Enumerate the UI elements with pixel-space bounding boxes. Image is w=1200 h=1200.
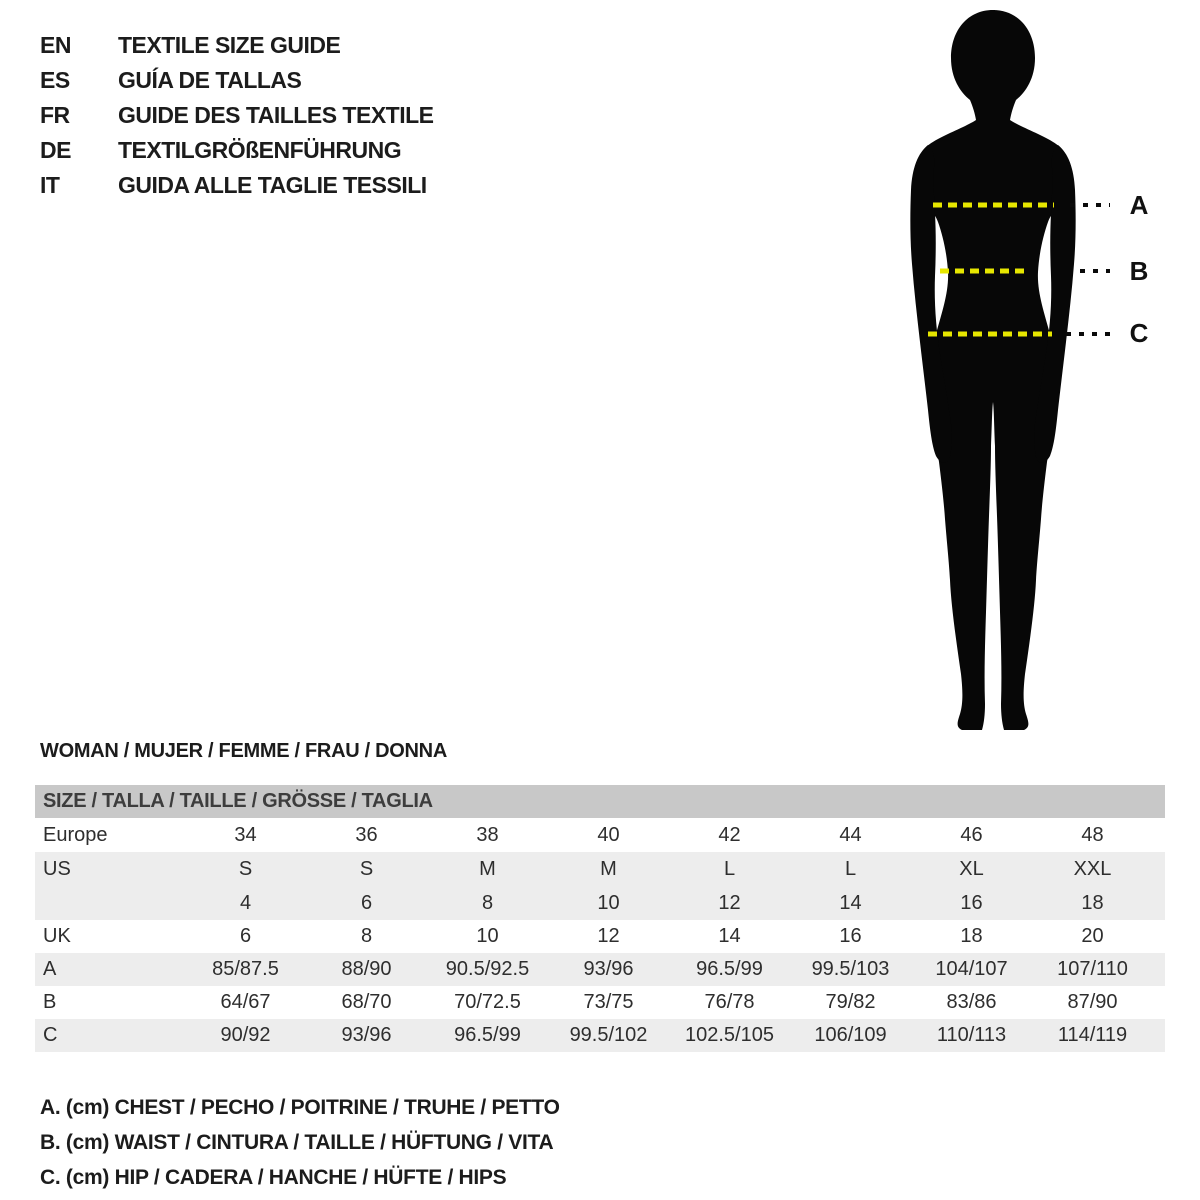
measure-cell: 90/92 — [220, 1024, 271, 1046]
measure-label-c: C — [1129, 318, 1149, 348]
measure-cell: 114/119 — [1057, 1024, 1128, 1046]
us-number-size: 6 — [360, 892, 373, 914]
guide-title-it: GUIDA ALLE TAGLIE TESSILI — [118, 172, 427, 198]
size-table-header: SIZE / TALLA / TAILLE / GRÖSSE / TAGLIA — [35, 785, 1165, 818]
size-table — [35, 785, 1165, 1052]
measure-cell: 107/110 — [1057, 958, 1128, 980]
measure-cell: 83/86 — [946, 991, 997, 1013]
measure-cell: 90.5/92.5 — [445, 958, 530, 980]
size-cell — [306, 852, 427, 920]
size-cell: 12 — [597, 925, 620, 947]
language-row-es — [40, 63, 434, 98]
section-title-woman: WOMAN / MUJER / FEMME / FRAU / DONNA — [40, 740, 447, 762]
measure-cell: 104/107 — [935, 958, 1008, 980]
measure-cell: 93/96 — [341, 1024, 392, 1046]
size-cell — [1032, 852, 1153, 920]
size-cell: 46 — [960, 824, 983, 846]
size-cell — [790, 852, 911, 920]
language-row-fr — [40, 98, 434, 133]
guide-title-es: GUÍA DE TALLAS — [118, 67, 302, 93]
legend-waist: B. (cm) WAIST / CINTURA / TAILLE / HÜFTUNG / VITA — [40, 1131, 554, 1154]
size-cell: 44 — [839, 824, 862, 846]
measure-label-b: B — [1129, 256, 1149, 286]
us-letter-size: L — [844, 858, 857, 880]
us-number-size: 14 — [839, 892, 862, 914]
guide-title-de: TEXTILGRÖßENFÜHRUNG — [118, 137, 402, 163]
silhouette-right-half — [991, 10, 1076, 730]
measure-cell: 96.5/99 — [454, 1024, 521, 1046]
size-cell: 42 — [718, 824, 741, 846]
us-letter-size: M — [479, 858, 496, 880]
measure-cell: 88/90 — [341, 958, 392, 980]
size-cell — [427, 852, 548, 920]
language-code: IT — [40, 172, 60, 198]
us-number-size: 8 — [481, 892, 494, 914]
us-number-size: 12 — [718, 892, 741, 914]
silhouette-left-half — [910, 10, 995, 730]
measure-cell: 106/109 — [814, 1024, 887, 1046]
size-cell: 16 — [839, 925, 862, 947]
measure-cell: 85/87.5 — [212, 958, 279, 980]
legend-chest: A. (cm) CHEST / PECHO / POITRINE / TRUHE / PETTO — [40, 1096, 560, 1119]
table-row-chest-a — [35, 953, 1165, 986]
measure-cell: 102.5/105 — [685, 1024, 774, 1046]
row-label: US — [43, 858, 71, 880]
row-label: UK — [43, 925, 71, 947]
language-row-it — [40, 168, 434, 203]
us-number-size: 10 — [597, 892, 620, 914]
measure-label-a: A — [1129, 190, 1149, 220]
size-cell: 10 — [476, 925, 499, 947]
guide-title-fr: GUIDE DES TAILLES TEXTILE — [118, 102, 434, 128]
us-letter-size: S — [238, 858, 253, 880]
row-label: C — [43, 1024, 58, 1046]
size-cell: 40 — [597, 824, 620, 846]
size-cell — [185, 852, 306, 920]
language-row-de — [40, 133, 434, 168]
us-letter-size: XXL — [1073, 858, 1112, 880]
size-cell: 6 — [239, 925, 252, 947]
measure-cell: 70/72.5 — [454, 991, 521, 1013]
language-row-en — [40, 28, 434, 63]
measure-cell: 64/67 — [220, 991, 271, 1013]
us-letter-size: S — [359, 858, 374, 880]
measure-cell: 87/90 — [1067, 991, 1118, 1013]
language-code: FR — [40, 102, 70, 128]
size-cell — [911, 852, 1032, 920]
measure-cell: 68/70 — [341, 991, 392, 1013]
row-label: A — [43, 958, 57, 980]
language-code: EN — [40, 32, 71, 58]
us-letter-size: M — [600, 858, 617, 880]
measure-cell: 76/78 — [704, 991, 755, 1013]
table-row-hip-c — [35, 1019, 1165, 1052]
table-row-waist-b — [35, 986, 1165, 1019]
us-letter-size: XL — [959, 858, 984, 880]
size-cell: 14 — [718, 925, 741, 947]
row-label: Europe — [43, 824, 108, 846]
size-cell: 8 — [360, 925, 373, 947]
legend-hip: C. (cm) HIP / CADERA / HANCHE / HÜFTE / HIPS — [40, 1166, 507, 1189]
woman-silhouette-icon — [858, 4, 1128, 734]
us-number-size: 4 — [239, 892, 252, 914]
table-row-us — [35, 852, 1165, 920]
size-cell: 38 — [476, 824, 499, 846]
size-cell — [548, 852, 669, 920]
size-cell: 48 — [1081, 824, 1104, 846]
us-letter-size: L — [723, 858, 736, 880]
measure-cell: 73/75 — [583, 991, 634, 1013]
size-cell: 36 — [355, 824, 378, 846]
measure-cell: 99.5/102 — [569, 1024, 648, 1046]
measure-cell: 99.5/103 — [811, 958, 890, 980]
woman-silhouette-figure — [858, 4, 1200, 736]
language-code: DE — [40, 137, 71, 163]
us-number-size: 16 — [960, 892, 983, 914]
language-title-list — [40, 28, 434, 203]
us-number-size: 18 — [1081, 892, 1104, 914]
measure-cell: 79/82 — [825, 991, 876, 1013]
measure-cell: 110/113 — [936, 1024, 1007, 1046]
table-row-uk — [35, 920, 1165, 953]
size-cell: 18 — [960, 925, 983, 947]
size-cell: 20 — [1081, 925, 1104, 947]
row-label: B — [43, 991, 57, 1013]
measure-cell: 96.5/99 — [696, 958, 763, 980]
measurement-legend — [40, 1090, 560, 1195]
guide-title-en: TEXTILE SIZE GUIDE — [118, 32, 341, 58]
table-row-europe — [35, 818, 1165, 852]
size-cell: 34 — [234, 824, 257, 846]
size-cell — [669, 852, 790, 920]
measure-cell: 93/96 — [583, 958, 634, 980]
language-code: ES — [40, 67, 70, 93]
